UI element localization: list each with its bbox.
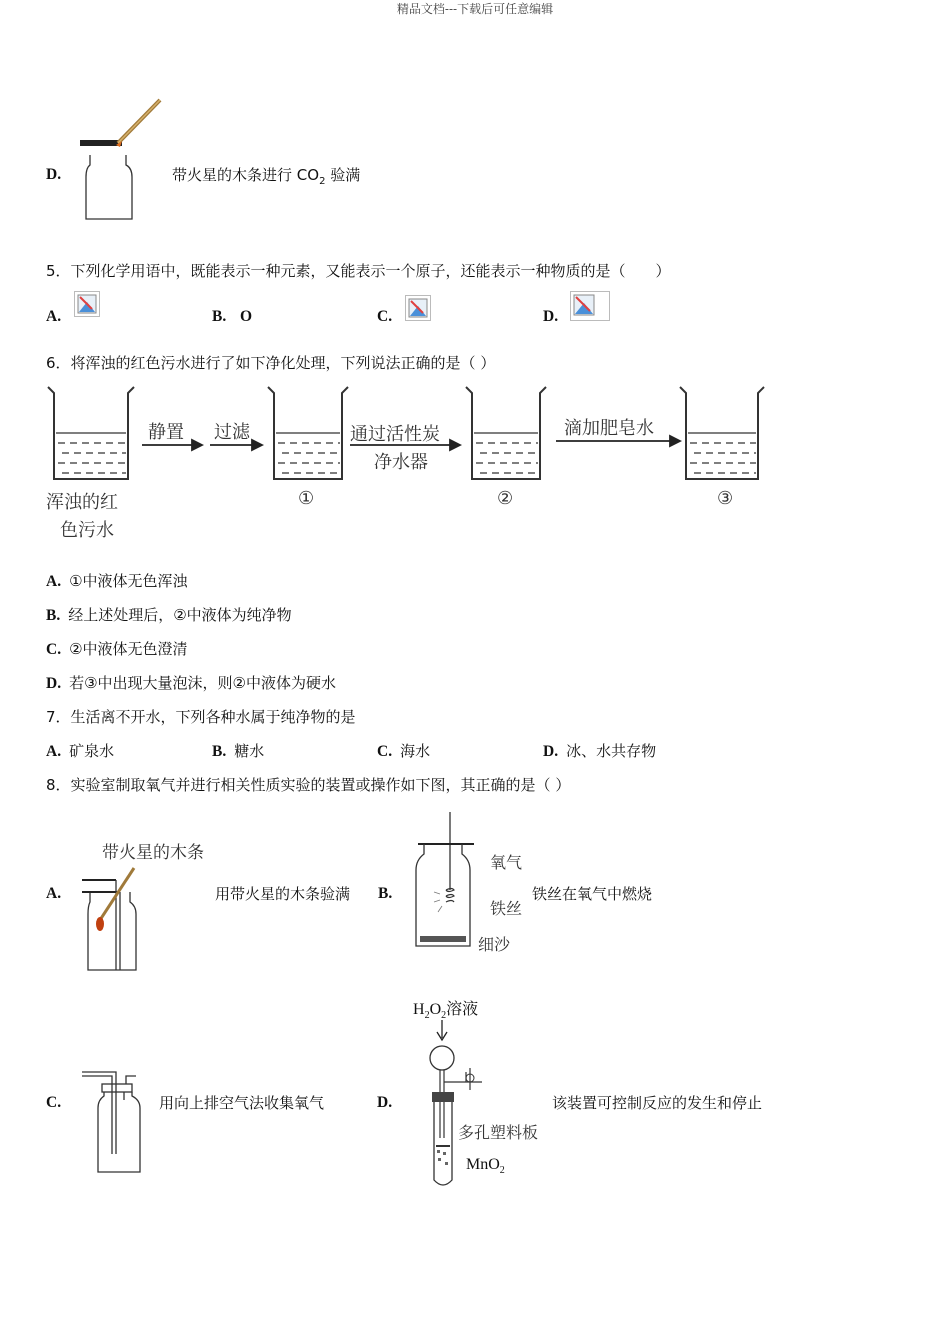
q6-step1-label: 静置 <box>148 422 184 443</box>
q8-option-a-text: 用带火星的木条验满 <box>215 885 351 903</box>
q6-option-d <box>46 673 336 694</box>
q5-option-a-letter: A. <box>46 308 62 325</box>
q7-option-b <box>212 741 264 762</box>
q4-option-d-text-main: 带火星的木条进行 CO <box>172 166 320 184</box>
q7-option-d <box>543 741 656 762</box>
q4-option-d-text <box>172 165 360 192</box>
q6-option-b-letter: B. <box>46 607 61 624</box>
q5-stem: 5．下列化学用语中，既能表示一种元素，又能表示一个原子，还能表示一种物质的是（ ） <box>46 262 671 280</box>
q5-option-d-letter: D. <box>543 308 559 325</box>
q6-step3-label-line1: 通过活性炭 <box>350 424 440 445</box>
q5-option-b-letter: B. <box>212 308 227 325</box>
q6-option-c-letter: C. <box>46 641 62 658</box>
q8-b-label-sand: 细沙 <box>478 935 511 954</box>
q7-option-d-letter: D. <box>543 743 559 760</box>
q6-start-label-line1: 浑浊的红 <box>46 492 118 513</box>
q7-option-b-letter: B. <box>212 743 227 760</box>
q6-beaker1-number: ① <box>298 488 315 509</box>
q6-beaker2-number: ② <box>497 488 514 509</box>
q8-a-bottle-figure <box>80 866 150 976</box>
beaker-start <box>48 387 134 479</box>
q8-a-figure-label: 带火星的木条 <box>102 843 204 863</box>
q5-option-c-broken-image-icon <box>405 295 431 321</box>
q6-option-c <box>46 639 188 660</box>
q7-option-b-text: 糖水 <box>234 742 265 760</box>
q5-option-b-text: O <box>240 308 253 325</box>
q6-option-c-text: ②中液体无色澄清 <box>69 640 188 658</box>
q8-d-label-catalyst-main: MnO <box>466 1156 500 1173</box>
q8-b-gas-jar-figure <box>412 810 492 950</box>
q8-option-d-text: 该装置可控制反应的发生和停止 <box>552 1094 763 1112</box>
q8-d-label-catalyst-sub: 2 <box>499 1165 505 1177</box>
q6-beaker3-number: ③ <box>717 488 734 509</box>
q7-option-a-letter: A. <box>46 743 62 760</box>
q6-option-b-text: 经上述处理后，②中液体为纯净物 <box>68 606 292 624</box>
q6-step2-label: 过滤 <box>214 422 250 443</box>
q8-d-label-h2o2-solution: 溶液 <box>446 999 479 1018</box>
q6-option-d-text: 若③中出现大量泡沫，则②中液体为硬水 <box>69 674 336 692</box>
q8-option-b-text: 铁丝在氧气中燃烧 <box>532 885 653 903</box>
q5-option-c-letter: C. <box>377 308 393 325</box>
q7-option-c-text: 海水 <box>400 742 431 760</box>
q7-option-c-letter: C. <box>377 743 393 760</box>
q7-option-a-text: 矿泉水 <box>69 742 115 760</box>
q4-bottle-wood-strip-figure <box>70 95 170 225</box>
q8-option-a-letter: A. <box>46 885 62 902</box>
q7-stem: 7．生活离不开水，下列各种水属于纯净物的是 <box>46 708 356 726</box>
q8-d-label-h2o2-sub1: 2 <box>424 1010 430 1022</box>
q8-option-c-letter: C. <box>46 1094 62 1111</box>
q7-option-d-text: 冰、水共存物 <box>566 742 657 760</box>
q6-option-a <box>46 571 188 592</box>
q8-option-b-letter: B. <box>378 885 393 902</box>
q6-option-a-letter: A. <box>46 573 62 590</box>
q8-c-collection-bottle-figure <box>80 1066 150 1176</box>
q5-option-a-broken-image-icon <box>74 291 100 317</box>
q8-d-label-h2o2-h: H <box>413 1001 425 1018</box>
q8-d-label-h2o2-sub2: 2 <box>441 1010 447 1022</box>
q8-d-label-plate: 多孔塑料板 <box>458 1123 539 1142</box>
q7-option-c <box>377 741 430 762</box>
q4-option-d-letter: D. <box>46 166 62 183</box>
q8-option-d-letter: D. <box>377 1094 393 1111</box>
q8-b-label-wire: 铁丝 <box>490 899 523 918</box>
q5-option-d-broken-image-icon <box>570 291 610 321</box>
beaker-3 <box>680 387 764 479</box>
q6-option-d-letter: D. <box>46 675 62 692</box>
q4-option-d-text-tail: 验满 <box>325 166 361 184</box>
q6-option-b <box>46 605 292 626</box>
q6-step3-label-line2: 净水器 <box>374 452 428 473</box>
q8-d-label-catalyst <box>466 1156 505 1176</box>
q7-option-a <box>46 741 114 762</box>
page-header: 精品文档---下载后可任意编辑 <box>396 2 554 16</box>
q8-option-c-text: 用向上排空气法收集氧气 <box>159 1094 325 1112</box>
q8-b-label-gas: 氧气 <box>490 853 523 872</box>
q6-stem: 6．将浑浊的红色污水进行了如下净化处理，下列说法正确的是（ ） <box>46 354 496 372</box>
q4-option-d-subscript: 2 <box>319 176 326 187</box>
q6-start-label-line2: 色污水 <box>60 520 114 541</box>
beaker-1 <box>268 387 348 479</box>
q8-d-label-h2o2-o: O <box>429 1001 442 1018</box>
q6-option-a-text: ①中液体无色浑浊 <box>69 572 188 590</box>
q8-stem: 8．实验室制取氧气并进行相关性质实验的装置或操作如下图，其正确的是（ ） <box>46 776 571 794</box>
q6-step4-label: 滴加肥皂水 <box>564 418 654 439</box>
beaker-2 <box>466 387 546 479</box>
